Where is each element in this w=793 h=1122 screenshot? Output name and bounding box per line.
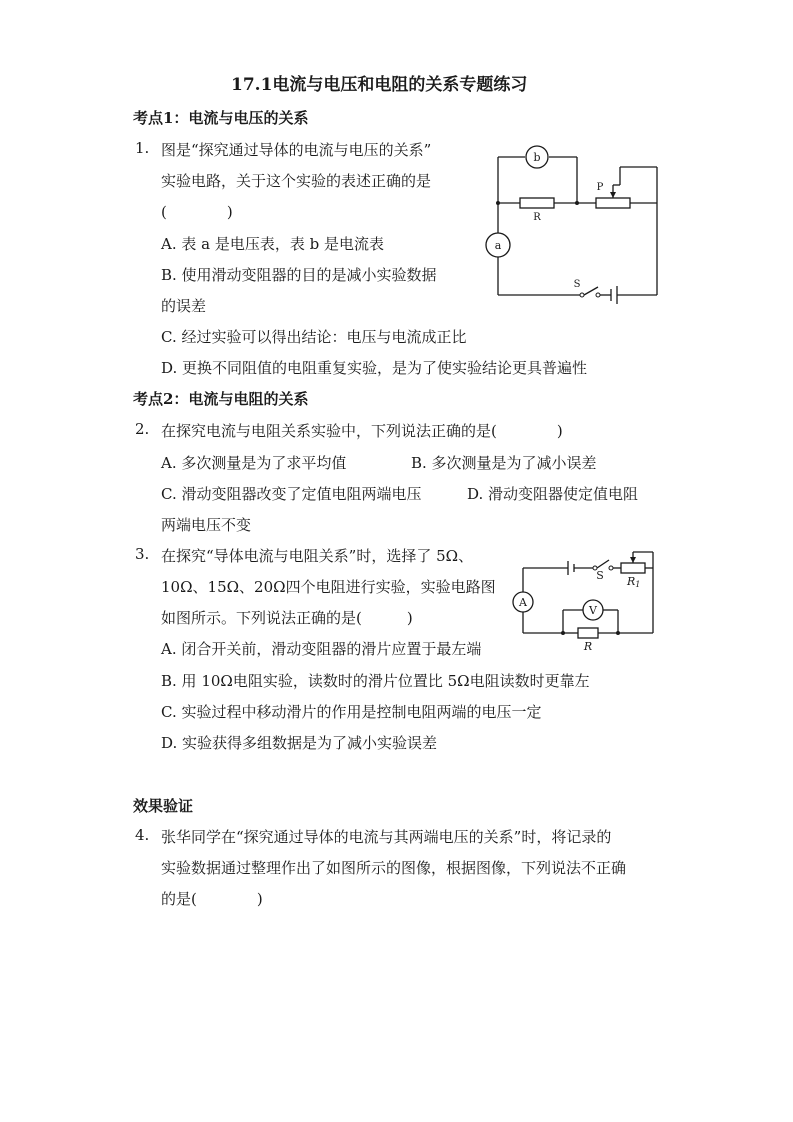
q3-stem-line2: 10Ω、15Ω、20Ω四个电阻进行实验，实验电路图 (161, 578, 496, 596)
resistor-label: R (583, 640, 593, 653)
section-heading-2: 考点2：电流与电阻的关系 (133, 390, 309, 408)
question-number-4: 4. (135, 826, 150, 844)
q1-answer-bracket: ( ) (161, 203, 233, 221)
q4-stem-line3: 的是( ) (161, 890, 263, 908)
q3-circuit-diagram (508, 548, 658, 653)
resistor-label: R (533, 212, 541, 223)
rheostat-label (626, 575, 640, 589)
q1-stem-line1: 图是“探究通过导体的电流与电压的关系” (161, 141, 432, 159)
question-number-1: 1. (135, 139, 150, 157)
q1-option-b-cont: 的误差 (161, 297, 207, 315)
q2-option-d: D. 滑动变阻器使定值电阻 (467, 485, 639, 503)
q1-circuit-diagram (480, 145, 665, 305)
q3-option-c: C. 实验过程中移动滑片的作用是控制电阻两端的电压一定 (161, 703, 542, 721)
question-number-3: 3. (135, 545, 150, 563)
q3-option-d: D. 实验获得多组数据是为了减小实验误差 (161, 734, 438, 752)
q1-option-a: A. 表 a 是电压表，表 b 是电流表 (161, 235, 384, 253)
rheostat-label-main: R (627, 575, 636, 588)
rheostat-label-sub: 1 (635, 580, 641, 589)
q2-option-b: B. 多次测量是为了减小误差 (411, 454, 597, 472)
meter-b-label: b (533, 151, 541, 164)
ammeter-label: A (519, 596, 527, 609)
voltmeter-label: V (589, 604, 597, 617)
q2-option-c: C. 滑动变阻器改变了定值电阻两端电压 (161, 485, 422, 503)
q2-option-a: A. 多次测量是为了求平均值 (161, 454, 347, 472)
q2-stem: 在探究电流与电阻关系实验中，下列说法正确的是( ) (161, 422, 563, 440)
switch-label: S (573, 279, 581, 290)
q3-option-a: A. 闭合开关前，滑动变阻器的滑片应置于最左端 (161, 640, 482, 658)
q1-option-b: B. 使用滑动变阻器的目的是减小实验数据 (161, 266, 437, 284)
q4-stem-line2: 实验数据通过整理作出了如图所示的图像，根据图像，下列说法不正确 (161, 859, 627, 877)
q1-option-d: D. 更换不同阻值的电阻重复实验，是为了使实验结论更具普遍性 (161, 359, 588, 377)
q1-option-c: C. 经过实验可以得出结论：电压与电流成正比 (161, 328, 467, 346)
page-title: 17.1电流与电压和电阻的关系专题练习 (231, 75, 528, 95)
section-heading-1: 考点1：电流与电压的关系 (133, 109, 309, 127)
q3-option-b: B. 用 10Ω电阻实验，读数时的滑片位置比 5Ω电阻读数时更靠左 (161, 672, 590, 690)
q1-stem-line2: 实验电路，关于这个实验的表述正确的是 (161, 172, 432, 190)
q2-option-d-cont: 两端电压不变 (161, 516, 252, 534)
switch-label: S (596, 569, 604, 582)
q4-stem-line1: 张华同学在“探究通过导体的电流与其两端电压的关系”时，将记录的 (161, 828, 612, 846)
q3-stem-line3: 如图所示。下列说法正确的是( ) (161, 609, 413, 627)
section-heading-3: 效果验证 (133, 797, 194, 815)
slider-label: P (596, 182, 604, 193)
meter-a-label: a (494, 239, 502, 252)
question-number-2: 2. (135, 420, 150, 438)
q3-stem-line1: 在探究“导体电流与电阻关系”时，选择了 5Ω、 (161, 547, 474, 565)
